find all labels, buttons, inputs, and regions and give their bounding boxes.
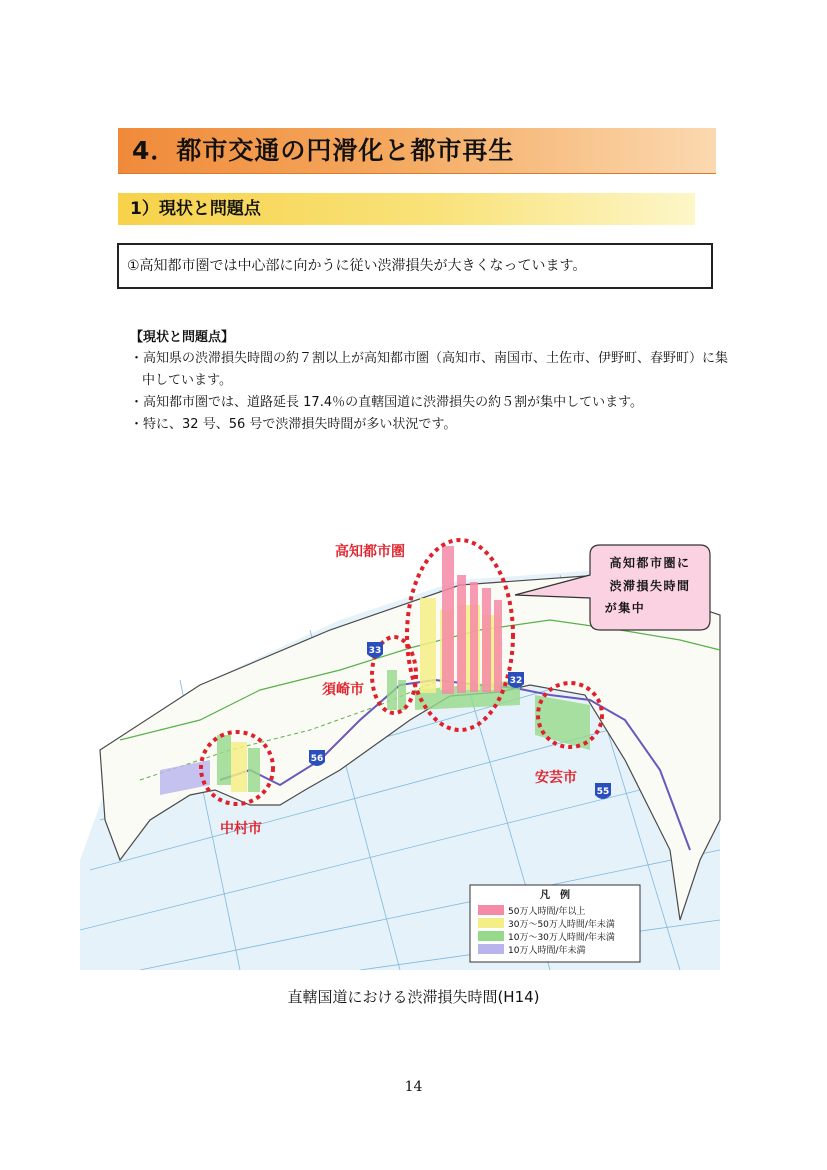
bar-pink	[470, 582, 478, 692]
lead-statement-box: ①高知都市圏では中心部に向かうに従い渋滞損失が大きくなっています。	[117, 243, 713, 289]
status-bullet-list	[130, 348, 730, 436]
callout-line-3: が集中	[604, 601, 646, 615]
legend-swatch	[478, 905, 504, 915]
section-title: 4．都市交通の円滑化と都市再生	[118, 128, 716, 174]
label-nakamura: 中村市	[220, 821, 262, 837]
congestion-map	[80, 520, 730, 970]
figure-caption: 直轄国道における渋滞損失時間(H14)	[287, 988, 540, 1006]
svg-text:55: 55	[596, 787, 610, 797]
bar-pink	[442, 546, 454, 694]
bar-green	[217, 735, 231, 785]
bar-pink	[494, 600, 502, 692]
bar-yellow	[231, 742, 247, 792]
status-bullet: ・ 特に、32 号、56 号で渋滞損失時間が多い状況です。	[130, 414, 730, 436]
svg-text:10万～30万人時間/年未満: 10万～30万人時間/年未満	[508, 933, 615, 943]
bar-green	[248, 748, 260, 792]
route-shield-32	[508, 672, 524, 688]
bar-yellow	[420, 598, 436, 693]
subsection-title: 1）現状と問題点	[118, 193, 695, 225]
congestion-map-figure	[80, 520, 730, 970]
status-bullet: ・ 高知県の渋滞損失時間の約７割以上が高知都市圏（高知市、南国市、土佐市、伊野町、春野町）に集中しています。	[130, 348, 730, 392]
callout-line-1: 高知都市圏に	[609, 556, 691, 570]
svg-text:56: 56	[310, 754, 324, 764]
legend-swatch	[478, 931, 504, 941]
map-legend	[470, 885, 640, 962]
status-heading: 【現状と問題点】	[130, 330, 235, 345]
legend-title: 凡 例	[540, 890, 570, 901]
label-susaki: 須崎市	[322, 682, 364, 698]
label-kochi-metro: 高知都市圏	[335, 544, 405, 560]
svg-text:10万人時間/年未満: 10万人時間/年未満	[508, 946, 586, 956]
svg-text:30万～50万人時間/年未満: 30万～50万人時間/年未満	[508, 920, 615, 930]
svg-text:33: 33	[368, 646, 382, 656]
page-number: 14	[404, 1079, 423, 1095]
label-aki: 安芸市	[535, 770, 577, 786]
legend-swatch	[478, 918, 504, 928]
bar-green	[387, 670, 397, 710]
bar-pink	[482, 588, 491, 692]
svg-text:50万人時間/年以上: 50万人時間/年以上	[508, 907, 586, 917]
callout-line-2: 渋滞損失時間	[609, 579, 691, 593]
bar-pink	[457, 575, 466, 693]
route-shield-55	[595, 783, 611, 799]
route-shield-33	[367, 642, 383, 658]
svg-text:32: 32	[509, 676, 523, 686]
legend-swatch	[478, 944, 504, 954]
status-bullet: ・ 高知都市圏では、道路延長 17.4％の直轄国道に渋滞損失の約５割が集中しています。	[130, 392, 730, 414]
route-shield-56	[309, 750, 325, 766]
